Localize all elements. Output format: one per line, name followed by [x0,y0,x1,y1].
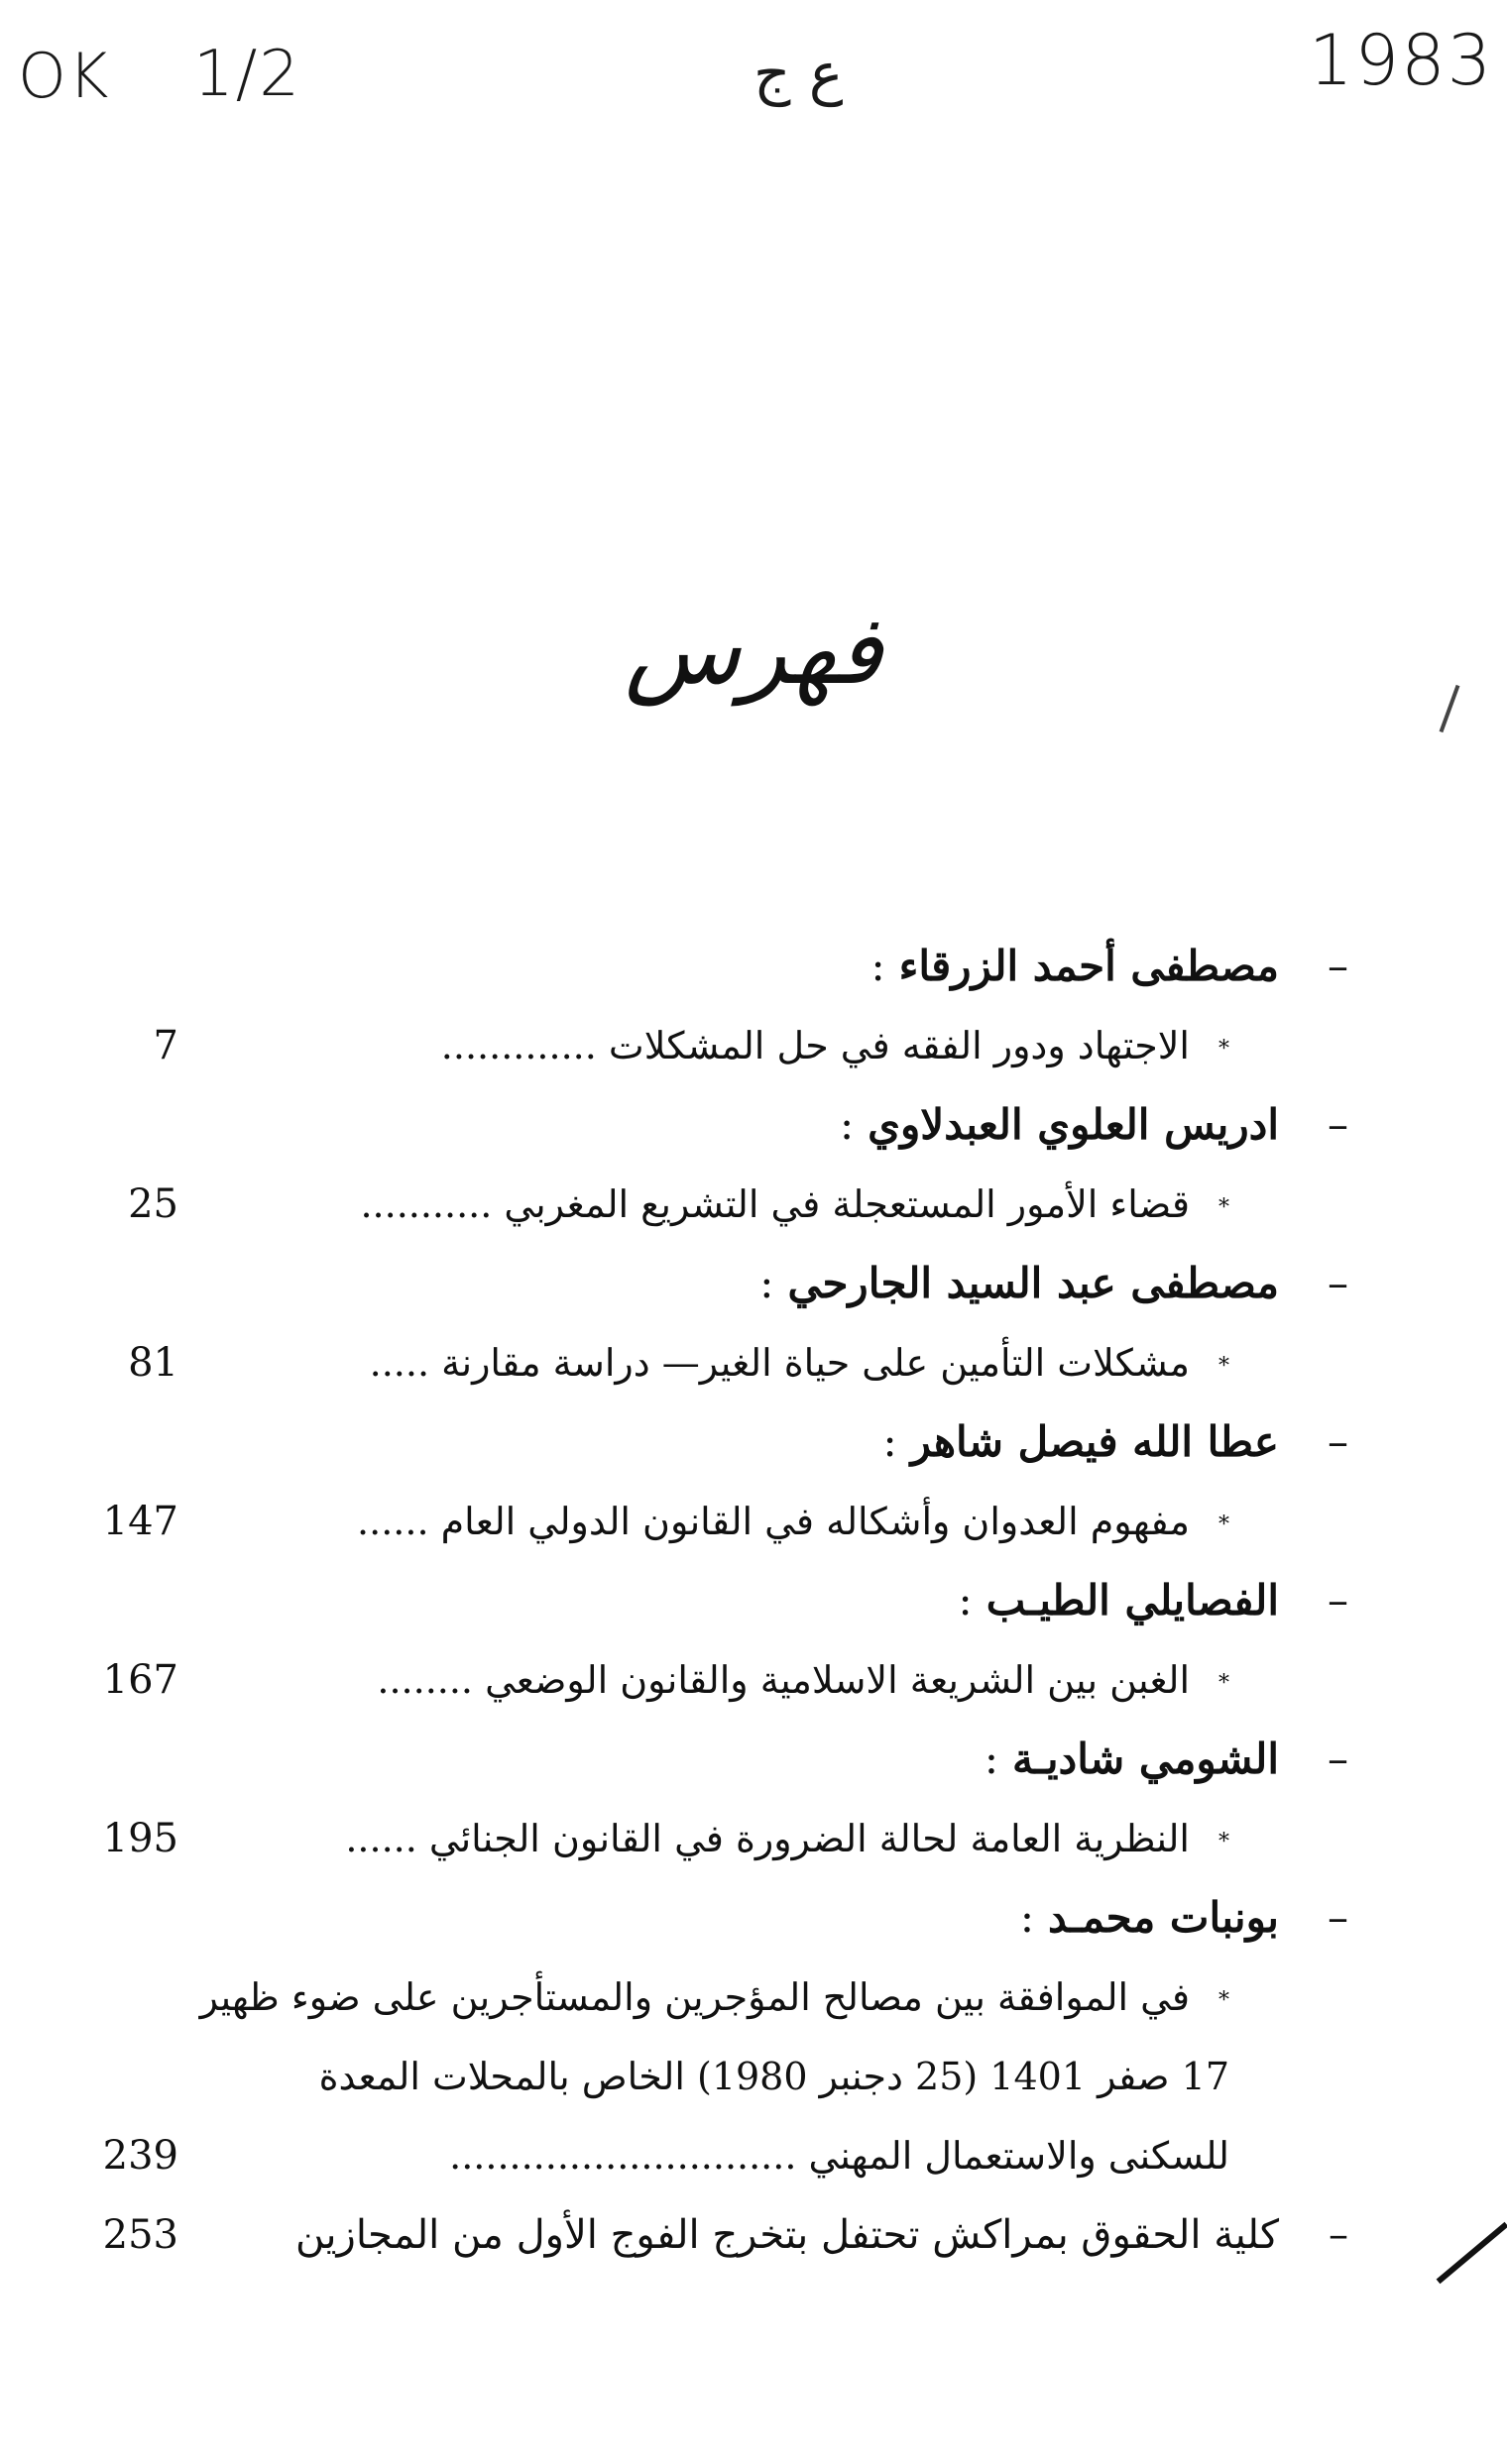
star-bullet: * [1218,1036,1229,1062]
dash-bullet: – [1328,1100,1348,1149]
dash-bullet: – [1328,1259,1348,1307]
dash-bullet: – [1328,1576,1348,1624]
toc-author [1020,1878,1348,1958]
toc-article[interactable] [441,1006,1229,1089]
toc-author-row [0,1561,1507,1640]
dash-bullet: – [1328,1893,1348,1942]
colon: : [984,1735,999,1783]
author-name: بونبات محمـد [1048,1893,1279,1942]
toc-author-row [0,1085,1507,1165]
article-title: مشكلات التأمين على حياة الغير— دراسة مقارنة [441,1341,1190,1385]
page-number: 253 [102,2212,178,2258]
toc-article-row [0,1323,1507,1402]
toc-article-row [0,1958,1507,2037]
colon: : [759,1259,774,1307]
author-name: مصطفى أحمد الزرقاء [898,942,1279,990]
handwritten-year-note: 1983 [1309,20,1494,101]
toc-article-row [0,1640,1507,1720]
leader-dots: ...... [357,1500,429,1543]
dash-bullet: – [1328,1417,1348,1466]
toc-article[interactable] [377,1640,1229,1724]
leader-dots: ........... [360,1182,493,1226]
page-title: فهرس [624,595,883,706]
page-number: 147 [102,1499,178,1544]
handwritten-fraction-note: 1/2 [193,38,301,111]
toc-article[interactable] [345,1799,1229,1882]
toc-author [840,1085,1348,1165]
article-title: قضاء الأمور المستعجلة في التشريع المغربي [504,1182,1190,1226]
toc-article-row [0,1482,1507,1561]
page-number: 25 [128,1181,178,1227]
toc-article[interactable] [360,1165,1229,1248]
toc-article-continuation-row [0,2116,1507,2195]
toc-author [870,927,1348,1006]
article-title-line-2: 17 صفر 1401 (25 دجنبر 1980) الخاص بالمحلات المعدة [318,2055,1229,2098]
toc-author-row [0,1244,1507,1323]
author-name: ادريس العلوي العبدلاوي [868,1100,1279,1149]
toc-final-entry[interactable] [295,2195,1348,2275]
author-name: مصطفى عبد السيد الجارحي [787,1259,1279,1307]
leader-dots: ..... [369,1341,430,1385]
star-bullet: * [1218,1670,1229,1696]
toc-author [759,1244,1348,1323]
page-number: 167 [102,1657,178,1703]
toc-article-row [0,1006,1507,1085]
leader-dots: ............. [440,1024,597,1067]
toc-final-row [0,2195,1507,2275]
star-bullet: * [1218,1194,1229,1220]
page-number: 81 [128,1340,178,1386]
author-name: عطا الله فيصل شاهر [910,1417,1279,1466]
article-title: الاجتهاد ودور الفقه في حل المشكلات [608,1024,1190,1067]
leader-dots: ...... [345,1817,417,1860]
colon: : [1019,1893,1035,1942]
dash-bullet: – [1328,1735,1348,1783]
dash-bullet: – [1329,2212,1348,2258]
toc-article-row [0,1165,1507,1244]
toc-author [985,1720,1348,1799]
toc-author-row [0,1402,1507,1482]
star-bullet: * [1218,1353,1229,1379]
table-of-contents [0,927,1507,2275]
page-number: 7 [153,1023,178,1068]
leader-dots: ........ [377,1658,474,1702]
toc-author-row [0,1720,1507,1799]
handwritten-stamp-note: ع ج [754,40,844,107]
page-number: 239 [102,2133,178,2179]
page-number: 195 [102,1816,178,1861]
colon: : [839,1100,855,1149]
final-entry-text: كلية الحقوق بمراكش تحتفل بتخرج الفوج الأول من المجازين [294,2212,1279,2258]
star-bullet: * [1218,1987,1229,2013]
handwritten-ok-note: OK [18,40,111,112]
author-name: الفصايلي الطيـب [985,1576,1279,1624]
colon: : [958,1576,973,1624]
article-title: الغبن بين الشريعة الاسلامية والقانون الوضعي [485,1658,1190,1702]
article-title: النظرية العامة لحالة الضرورة في القانون الجنائي [428,1817,1190,1860]
article-title-line-1: في الموافقة بين مصالح المؤجرين والمستأجرين على ضوء ظهير [199,1975,1190,2019]
colon: : [882,1417,897,1466]
toc-article[interactable] [200,1958,1229,2041]
article-title-line-3: للسكنى والاستعمال المهني [808,2134,1229,2178]
toc-author [959,1561,1348,1640]
star-bullet: * [1218,1829,1229,1854]
toc-article-continuation [449,2116,1229,2195]
toc-author [882,1402,1348,1482]
toc-article-row [0,1799,1507,1878]
colon: : [870,942,885,990]
article-title: مفهوم العدوان وأشكاله في القانون الدولي العام [440,1500,1190,1543]
toc-author-row [0,927,1507,1006]
star-bullet: * [1218,1512,1229,1537]
author-name: الشومي شاديـة [1012,1735,1279,1783]
toc-author-row [0,1878,1507,1958]
toc-article[interactable] [357,1482,1229,1565]
toc-article[interactable] [370,1323,1229,1406]
dash-bullet: – [1328,942,1348,990]
leader-dots: ............................. [449,2134,797,2178]
toc-article-continuation-row [0,2037,1507,2116]
